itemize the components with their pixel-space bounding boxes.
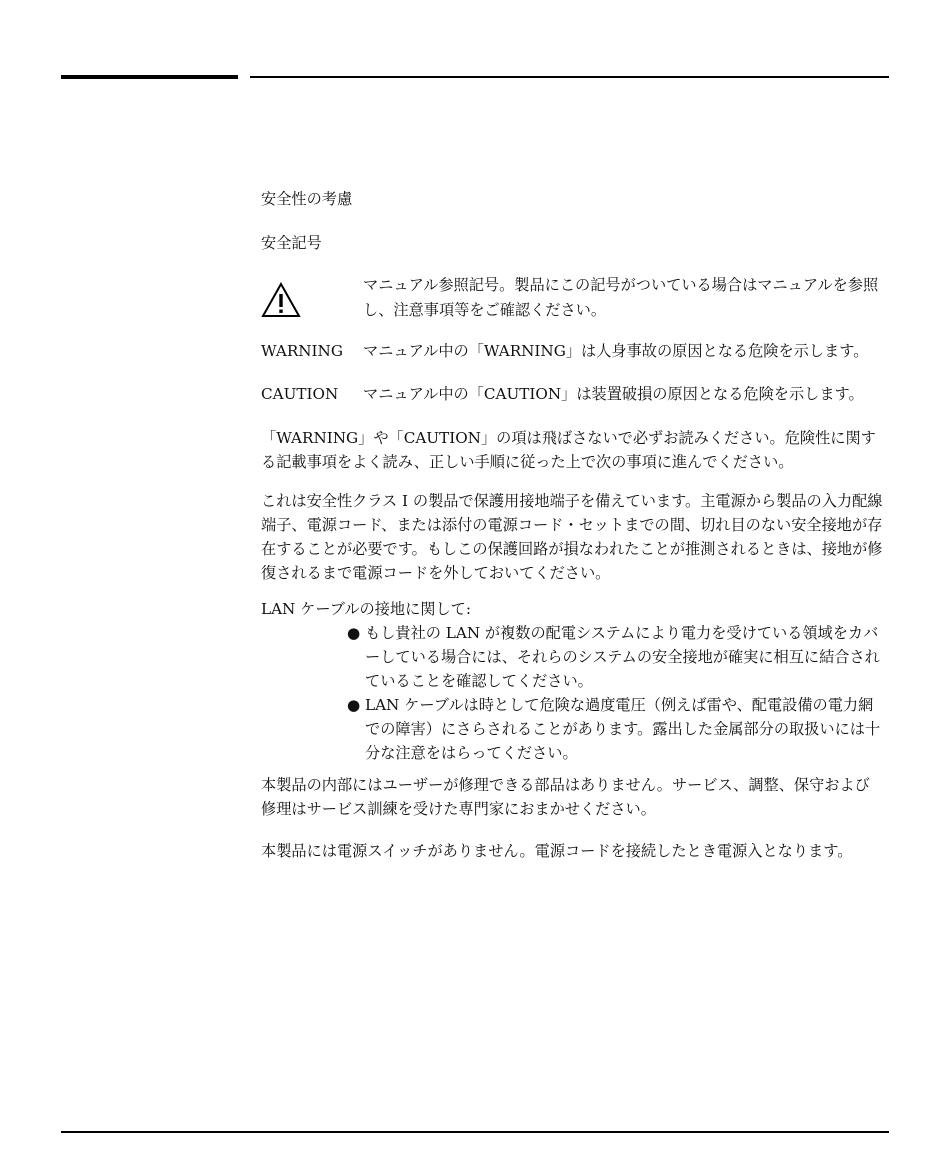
warning-label: WARNING (261, 342, 343, 360)
no-user-parts-paragraph: 本製品の内部にはユーザーが修理できる部品はありません。サービス、調整、保守および修理はサービス訓練を受けた専門家におまかせください。 (261, 776, 870, 818)
section-subheading: 安全記号 (261, 234, 322, 252)
manual-symbol-description: マニュアル参照記号。製品にこの記号がついている場合はマニュアルを参照し、注意事項等をご確認ください。 (363, 276, 879, 319)
lan-heading: LAN ケーブルの接地に関して: (261, 600, 471, 618)
lan-bullet-list (347, 621, 883, 765)
list-item (347, 693, 883, 765)
warning-description: マニュアル中の「WARNING」は人身事故の原因となる危険を示します。 (363, 342, 869, 360)
caution-description: マニュアル中の「CAUTION」は装置破損の原因となる危険を示します。 (363, 385, 864, 403)
list-item-text: LAN ケーブルは時として危険な過度電圧（例えば雷や、配電設備の電力網での障害）にさらされることがあります。露出した金属部分の取扱いには十分な注意をはらってください。 (365, 696, 881, 762)
no-power-switch-paragraph: 本製品には電源スイッチがありません。電源コードを接続したとき電源入となります。 (261, 842, 853, 860)
header-rule-left (61, 75, 238, 79)
read-notice-paragraph: 「WARNING」や「CAUTION」の項は飛ばさないで必ずお読みください。危険性に関する記載事項をよく読み、正しい手順に従った上で次の事項に進んでください。 (261, 429, 876, 471)
grounding-paragraph: これは安全性クラス I の製品で保護用接地端子を備えています。主電源から製品の入力配線端子、電源コード、または添付の電源コード・セットまでの間、切れ目のない安全接地が存在することが必要です。もしこの保護回路が損なわれたことが推測されるときは、接地が修復されるまで電源コードを外しておいてください。 (261, 492, 883, 582)
footer-rule (61, 1131, 889, 1133)
bullet-icon: ● (347, 624, 361, 642)
bullet-icon: ● (347, 696, 361, 714)
warning-triangle-icon (261, 282, 301, 318)
list-item (347, 621, 883, 693)
caution-label: CAUTION (261, 385, 339, 403)
list-item-text: もし貴社の LAN が複数の配電システムにより電力を受けている領域をカバーしている場合には、それらのシステムの安全接地が確実に相互に結合されていることを確認してください。 (365, 624, 880, 690)
page-title: 安全性の考慮 (261, 190, 353, 208)
header-rule-right (250, 76, 889, 78)
